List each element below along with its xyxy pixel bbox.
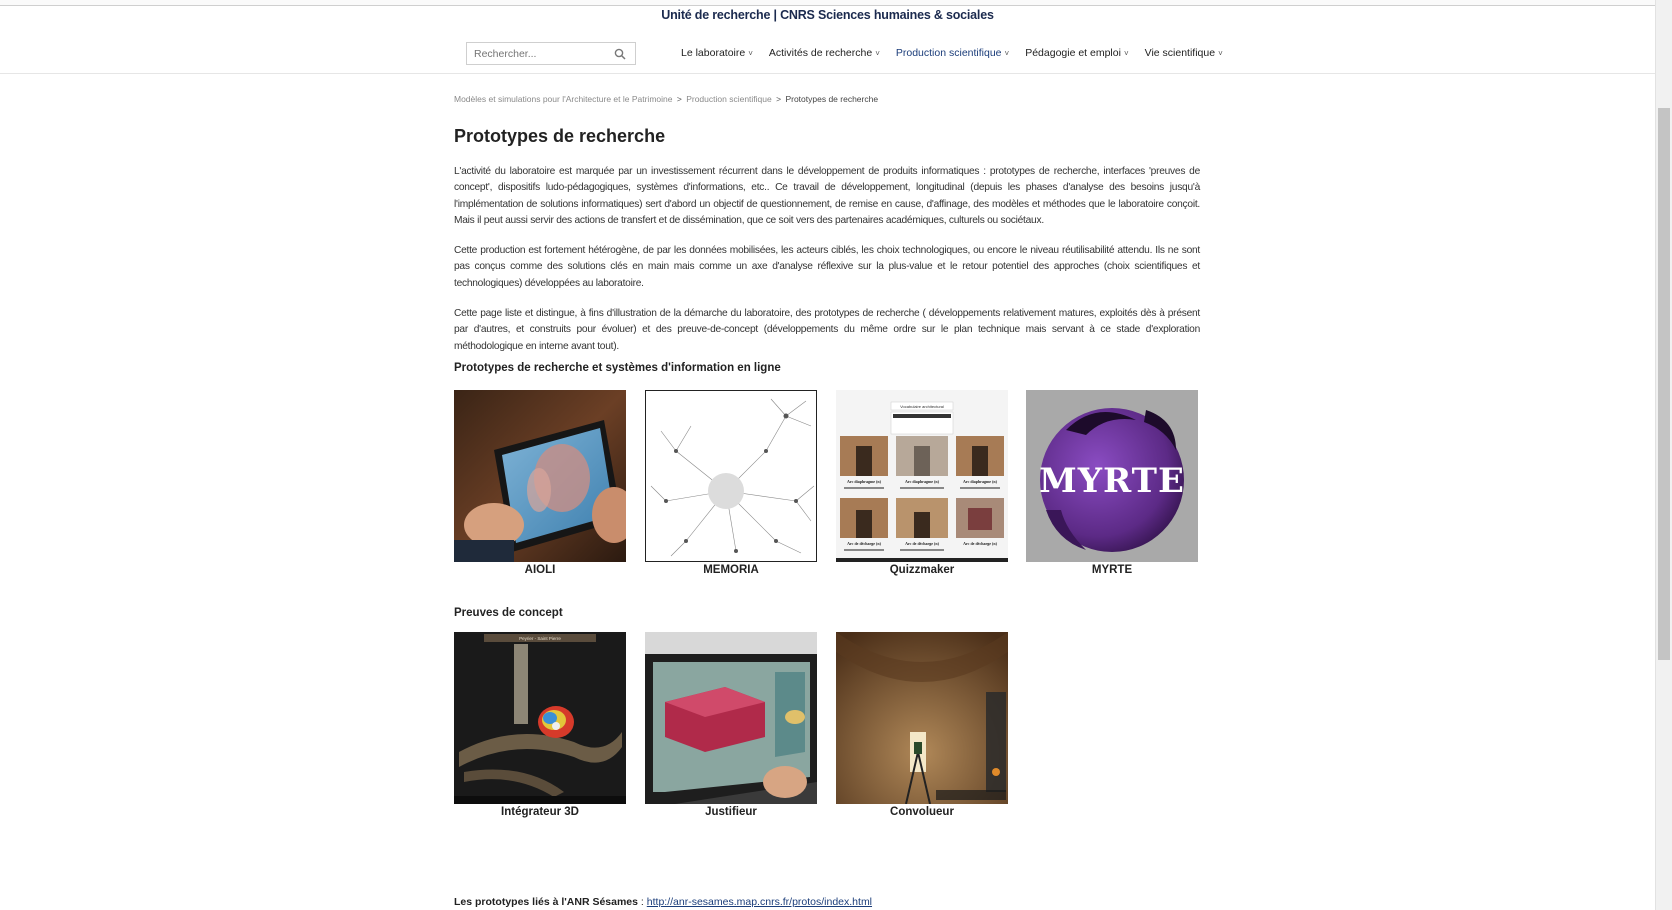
search-box[interactable] (466, 42, 636, 65)
browser-top-border (0, 0, 1672, 6)
breadcrumb (454, 94, 1200, 104)
myrte-logo-text: MYRTE (1039, 461, 1185, 501)
quizz-caption: Arc de décharge (n) (847, 541, 881, 546)
menu-item-label: Activités de recherche (768, 47, 873, 59)
scrollbar-thumb[interactable] (1658, 108, 1670, 660)
search-icon[interactable] (614, 48, 626, 60)
anr-sesames-link[interactable]: http://anr-sesames.map.cnrs.fr/protos/index.html (646, 896, 873, 908)
prototype-card-memoria[interactable] (645, 390, 817, 576)
menu-item-label: Production scientifique (895, 47, 1002, 59)
quizz-caption: Arc de décharge (n) (963, 541, 997, 546)
breadcrumb-link-production[interactable]: Production scientifique (686, 94, 772, 104)
concept-caption[interactable]: Justifieur (705, 806, 757, 818)
main-navbar (0, 34, 1655, 74)
aioli-thumbnail[interactable] (454, 390, 626, 562)
convolueur-thumbnail[interactable] (836, 632, 1008, 804)
section-heading-prototypes: Prototypes de recherche et systèmes d'information en ligne (454, 362, 781, 374)
quizz-caption: Arc diaphragme (n) (963, 479, 997, 484)
concept-card-integrateur-3d[interactable] (454, 632, 626, 818)
justifieur-thumbnail[interactable] (645, 632, 817, 804)
integrateur-screen-title: Peyrier - Saint Pierre (519, 636, 561, 641)
chevron-down-icon: ˅ (1004, 48, 1010, 58)
prototype-caption[interactable]: MEMORIA (703, 564, 759, 576)
anr-sesames-line (454, 896, 872, 908)
menu-item-vie-scientifique[interactable] (1145, 47, 1223, 59)
concept-caption[interactable]: Convolueur (890, 806, 954, 818)
breadcrumb-link-home[interactable]: Modèles et simulations pour l'Architecture et le Patrimoine (454, 94, 673, 104)
menu-item-label: Pédagogie et emploi (1025, 47, 1121, 59)
chevron-down-icon: ˅ (1218, 48, 1223, 58)
chevron-down-icon: ˅ (875, 48, 880, 58)
search-input[interactable] (467, 43, 607, 64)
menu-item-label: Vie scientifique (1144, 47, 1216, 59)
quizzmaker-thumbnail[interactable] (836, 390, 1008, 562)
site-tagline: Unité de recherche | CNRS Sciences humaines & sociales (661, 8, 994, 22)
menu-item-activites[interactable] (769, 47, 880, 59)
myrte-thumbnail[interactable] (1026, 390, 1198, 562)
chevron-down-icon: ˅ (1123, 48, 1129, 58)
concept-caption[interactable]: Intégrateur 3D (501, 806, 579, 818)
menu-item-laboratoire[interactable] (681, 47, 753, 59)
memoria-thumbnail[interactable] (645, 390, 817, 562)
concept-card-justifieur[interactable] (645, 632, 817, 818)
prototype-card-quizzmaker[interactable] (836, 390, 1008, 576)
intro-paragraph-3: Cette page liste et distingue, à fins d'illustration de la démarche du laboratoire, des prototypes de recherche ( développements relativement matures, exploités dès à présent par d'autres, et construits pour évoluer) et des preuve-de-concept (développements du même ordre sur le plan technique mais servant à ce stade d'exploration méthodologique en interne avant tout). (454, 308, 1200, 352)
prototype-caption[interactable]: Quizzmaker (889, 564, 955, 576)
page-title: Prototypes de recherche (454, 126, 666, 146)
main-menu (681, 47, 1239, 59)
quizz-caption: Arc diaphragme (n) (847, 479, 881, 484)
concept-card-convolueur[interactable] (836, 632, 1008, 818)
quizz-panel-title: Vocabulaire architectural (900, 404, 944, 409)
intro-paragraph-1: L'activité du laboratoire est marquée par un investissement récurrent dans le développement de produits informatiques : prototypes de recherche, interfaces 'preuves de concept', dispositifs ludo-pédagogiques, systèmes d'informations, etc.. Ce travail de développement, longitudinal (depuis les phases d'analyse des besoins jusqu'à l'implémentation de solutions informatiques) sert d'abord un objectif de questionnement, de remise en cause, d'affinage, des modèles et méthodes que le laboratoire conçoit. Mais il peut aussi servir des actions de transfert et de dissémination, que ce soit vers des partenaires académiques, culturels ou sociétaux. (454, 166, 1200, 226)
prototype-card-myrte[interactable] (1026, 390, 1198, 576)
quizz-caption: Arc diaphragme (n) (905, 479, 939, 484)
anr-sesames-label: Les prototypes liés à l'ANR Sésames (454, 896, 638, 908)
menu-item-label: Le laboratoire (681, 47, 746, 59)
breadcrumb-separator: > (676, 94, 682, 104)
breadcrumb-separator: > (776, 94, 782, 104)
section-heading-concepts: Preuves de concept (454, 607, 563, 619)
menu-item-production[interactable] (896, 47, 1009, 59)
intro-paragraph-2: Cette production est fortement hétérogène, de par les données mobilisées, les acteurs ciblés, les choix technologiques, ou encore le niveau réutilisabilité attendu. Ils ne sont pas conçus comme des solutions clés en main mais comme un axe d'analyse réflexive sur la plus-value et le retour potentiel des approches (choix scientifiques et technologiques) développées au laboratoire. (454, 245, 1200, 289)
prototype-caption[interactable]: MYRTE (1091, 564, 1133, 576)
prototype-card-aioli[interactable] (454, 390, 626, 576)
integrateur-thumbnail[interactable] (454, 632, 626, 804)
quizz-caption: Arc de décharge (n) (905, 541, 939, 546)
main-content (454, 94, 1200, 908)
anr-sesames-separator: : (640, 896, 644, 908)
menu-item-pedagogie[interactable] (1025, 47, 1128, 59)
chevron-down-icon: ˅ (748, 48, 753, 58)
breadcrumb-current: Prototypes de recherche (785, 94, 879, 104)
page-scrollbar[interactable] (1655, 0, 1672, 910)
prototype-caption[interactable]: AIOLI (524, 564, 556, 576)
